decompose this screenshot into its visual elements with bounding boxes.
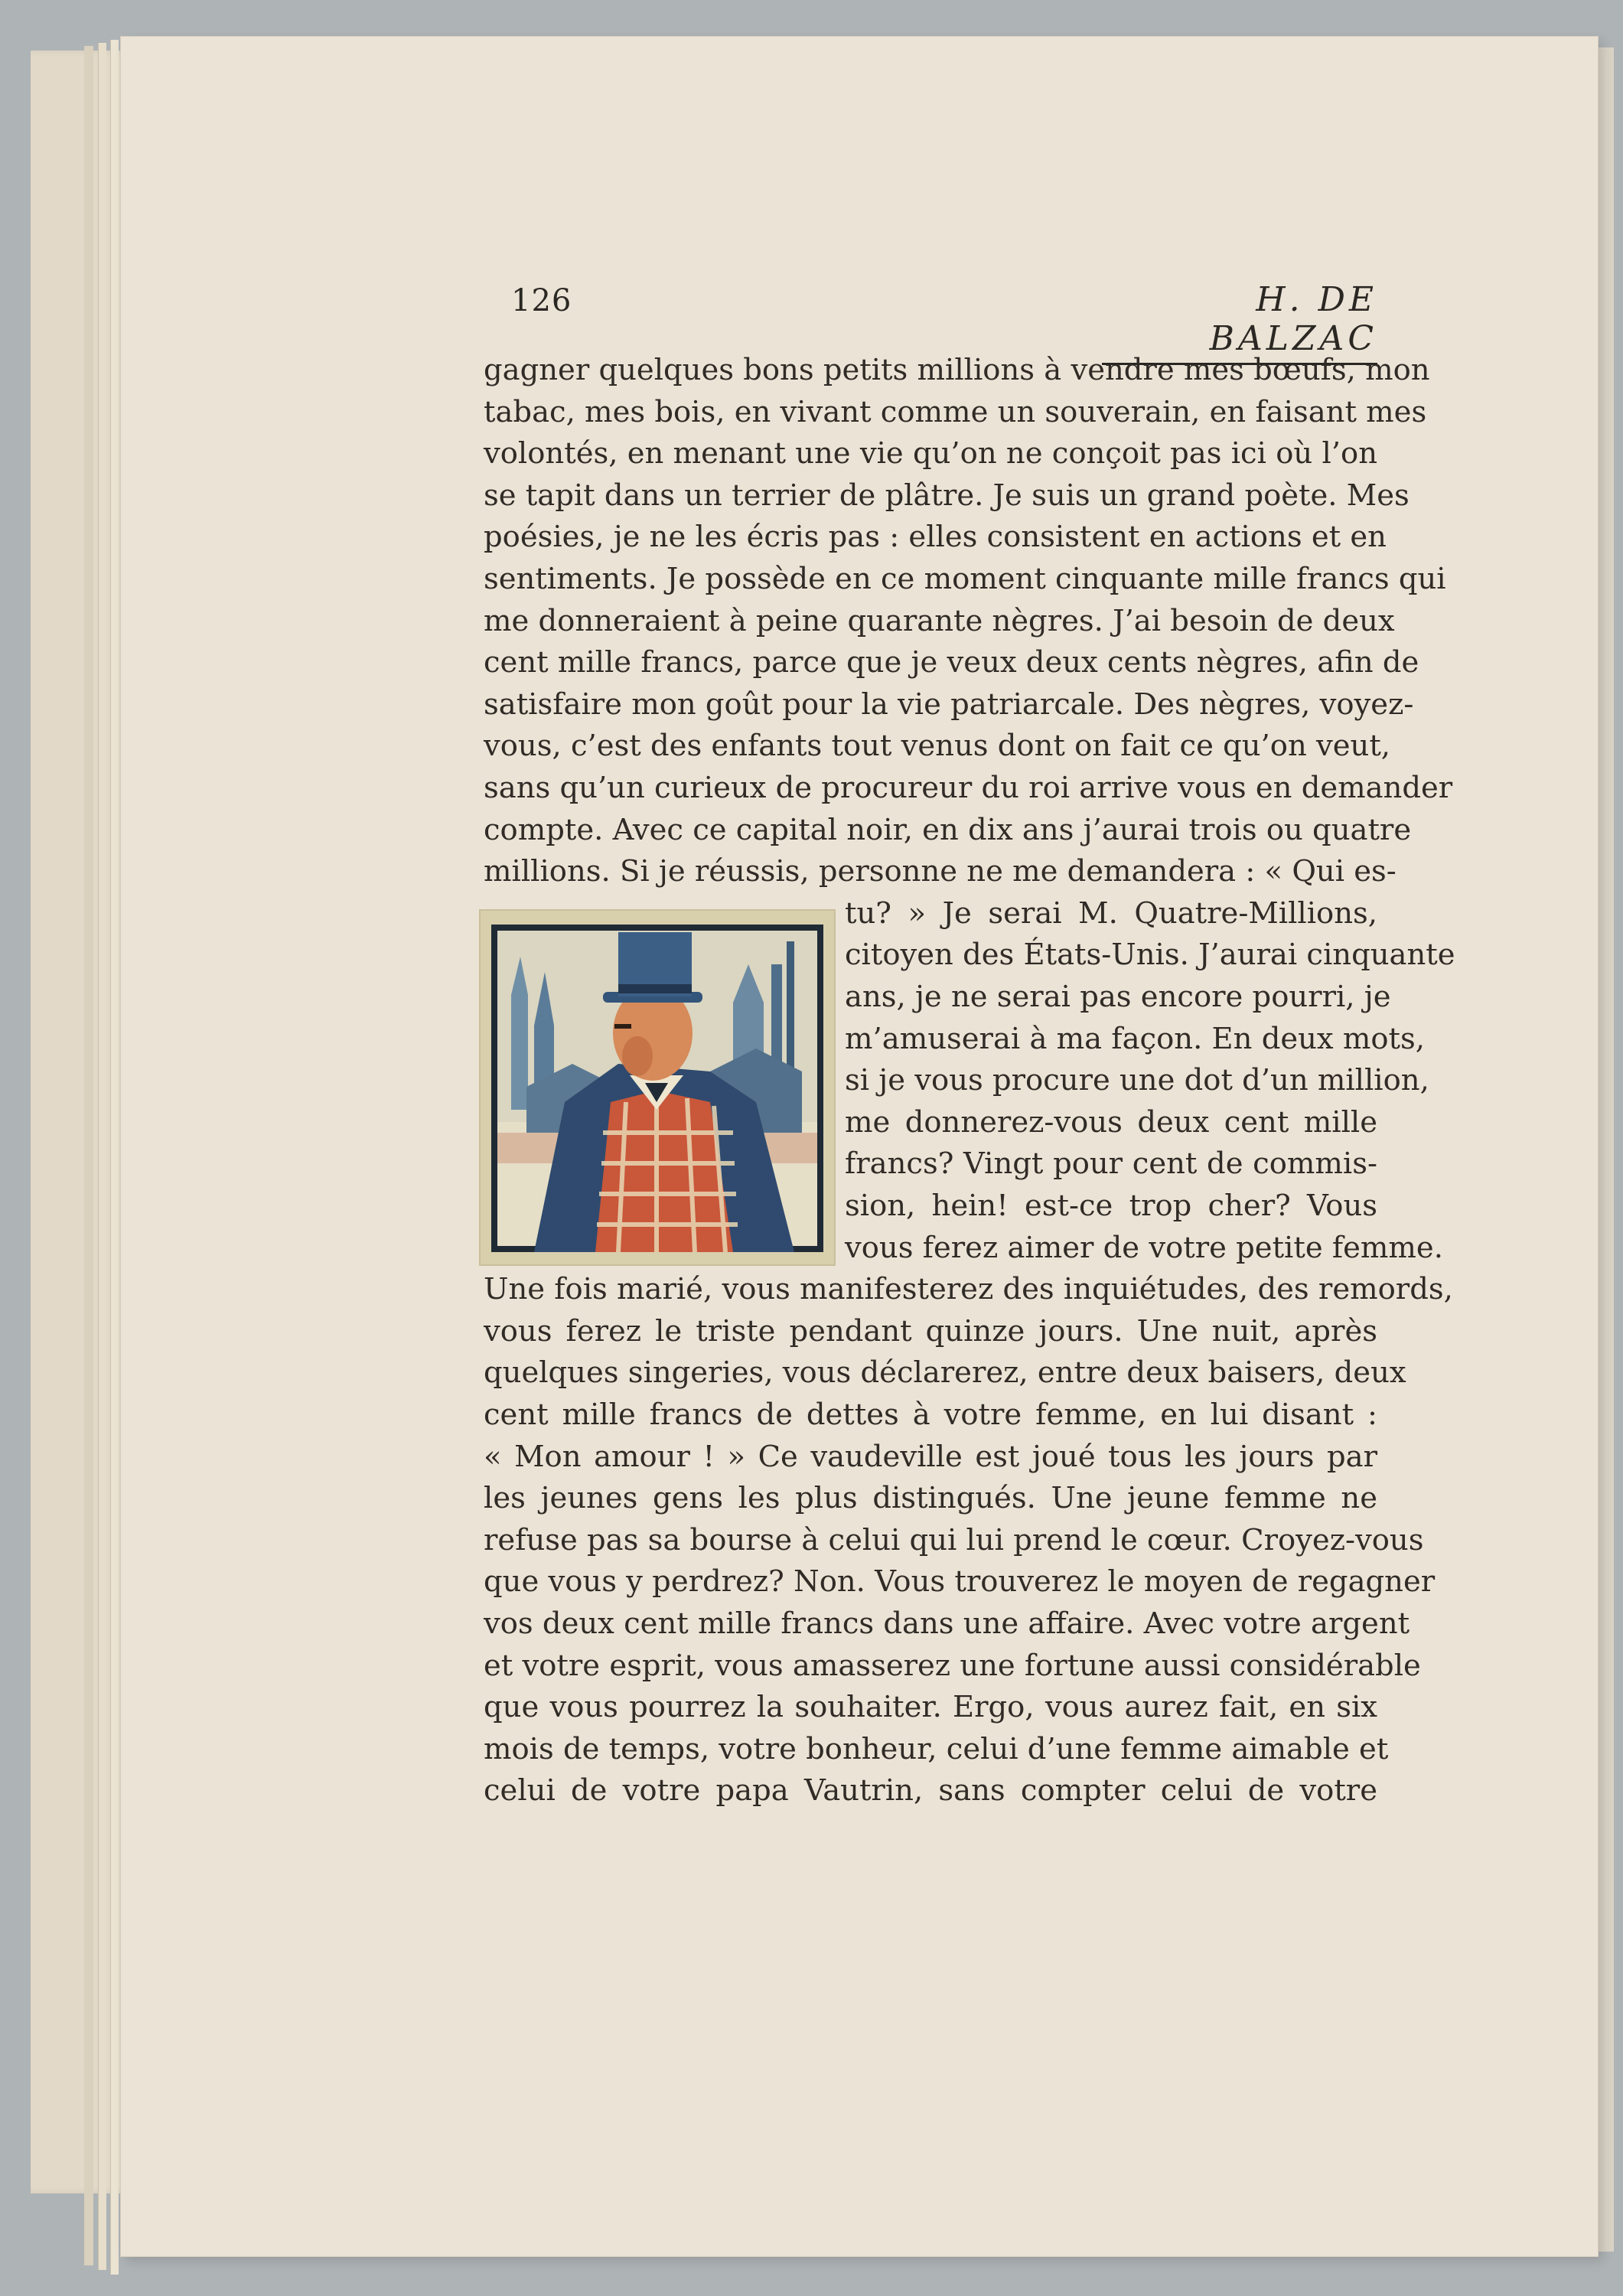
text-line: me donneraient à peine quarante nègres. J’ai besoin de deux (484, 603, 1395, 638)
page-edge (110, 40, 119, 2275)
text-line: m’amuserai à ma façon. En deux mots, (845, 1021, 1426, 1056)
text-line: vous ferez aimer de votre petite femme. (845, 1230, 1443, 1265)
text-line: vous ferez le triste pendant quinze jours. Une nuit, après (484, 1313, 1377, 1349)
page-edge (84, 46, 93, 2265)
text-line: cent mille francs de dettes à votre femme, en lui disant : (484, 1397, 1377, 1432)
text-line: Une fois marié, vous manifesterez des inquiétudes, des remords, (484, 1272, 1453, 1307)
text-line: se tapit dans un terrier de plâtre. Je suis un grand poète. Mes (484, 478, 1410, 513)
text-line: gagner quelques bons petits millions à vendre mes bœufs, mon (484, 353, 1430, 387)
text-line: compte. Avec ce capital noir, en dix ans j’aurai trois ou quatre (484, 812, 1412, 847)
text-line: francs? Vingt pour cent de commis- (845, 1146, 1377, 1182)
running-head: H. DE BALZAC (1102, 280, 1377, 365)
text-line: mois de temps, votre bonheur, celui d’une femme aimable et (484, 1731, 1389, 1766)
text-line: me donnerez-vous deux cent mille (845, 1104, 1377, 1140)
book-right-edge (1598, 47, 1614, 2252)
text-line: quelques singeries, vous déclarerez, entre deux baisers, deux (484, 1355, 1406, 1391)
text-line: si je vous procure une dot d’un million, (845, 1063, 1429, 1098)
text-line: vos deux cent mille francs dans une affaire. Avec votre argent (484, 1606, 1410, 1641)
text-line: refuse pas sa bourse à celui qui lui prend le cœur. Croyez-vous (484, 1522, 1424, 1557)
text-line: citoyen des États-Unis. J’aurai cinquante (845, 938, 1455, 973)
man-in-top-hat-icon (481, 911, 834, 1264)
text-line: sion, hein! est-ce trop cher? Vous (845, 1189, 1377, 1223)
text-line: celui de votre papa Vautrin, sans compter celui de votre (484, 1773, 1377, 1808)
text-line: tu? » Je serai M. Quatre-Millions, (845, 895, 1377, 931)
man-in-top-hat-illustration (481, 911, 834, 1264)
text-line: satisfaire mon goût pour la vie patriarcale. Des nègres, voyez- (484, 687, 1414, 722)
text-line: et votre esprit, vous amasserez une fortune aussi considérable (484, 1648, 1421, 1683)
text-line: millions. Si je réussis, personne ne me demandera : « Qui es- (484, 854, 1396, 889)
text-line: les jeunes gens les plus distingués. Une jeune femme ne (484, 1481, 1377, 1516)
page-number: 126 (511, 283, 572, 318)
text-line: volontés, en menant une vie qu’on ne conçoit pas ici où l’on (484, 436, 1377, 471)
text-line: poésies, je ne les écris pas : elles consistent en actions et en (484, 520, 1387, 555)
page-edge (98, 43, 106, 2270)
text-line: sans qu’un curieux de procureur du roi arrive vous en demander (484, 771, 1453, 805)
text-line: sentiments. Je possède en ce moment cinquante mille francs qui (484, 562, 1446, 596)
text-line: cent mille francs, parce que je veux deux cents nègres, afin de (484, 645, 1419, 680)
text-line: que vous y perdrez? Non. Vous trouverez le moyen de regagner (484, 1564, 1436, 1600)
text-line: ans, je ne serai pas encore pourri, je (845, 980, 1391, 1014)
text-line: vous, c’est des enfants tout venus dont on fait ce qu’on veut, (484, 729, 1391, 764)
text-line: « Mon amour ! » Ce vaudeville est joué tous les jours par (484, 1439, 1377, 1474)
text-line: tabac, mes bois, en vivant comme un souverain, en faisant mes (484, 394, 1427, 429)
text-line: que vous pourrez la souhaiter. Ergo, vous aurez fait, en six (484, 1690, 1377, 1725)
